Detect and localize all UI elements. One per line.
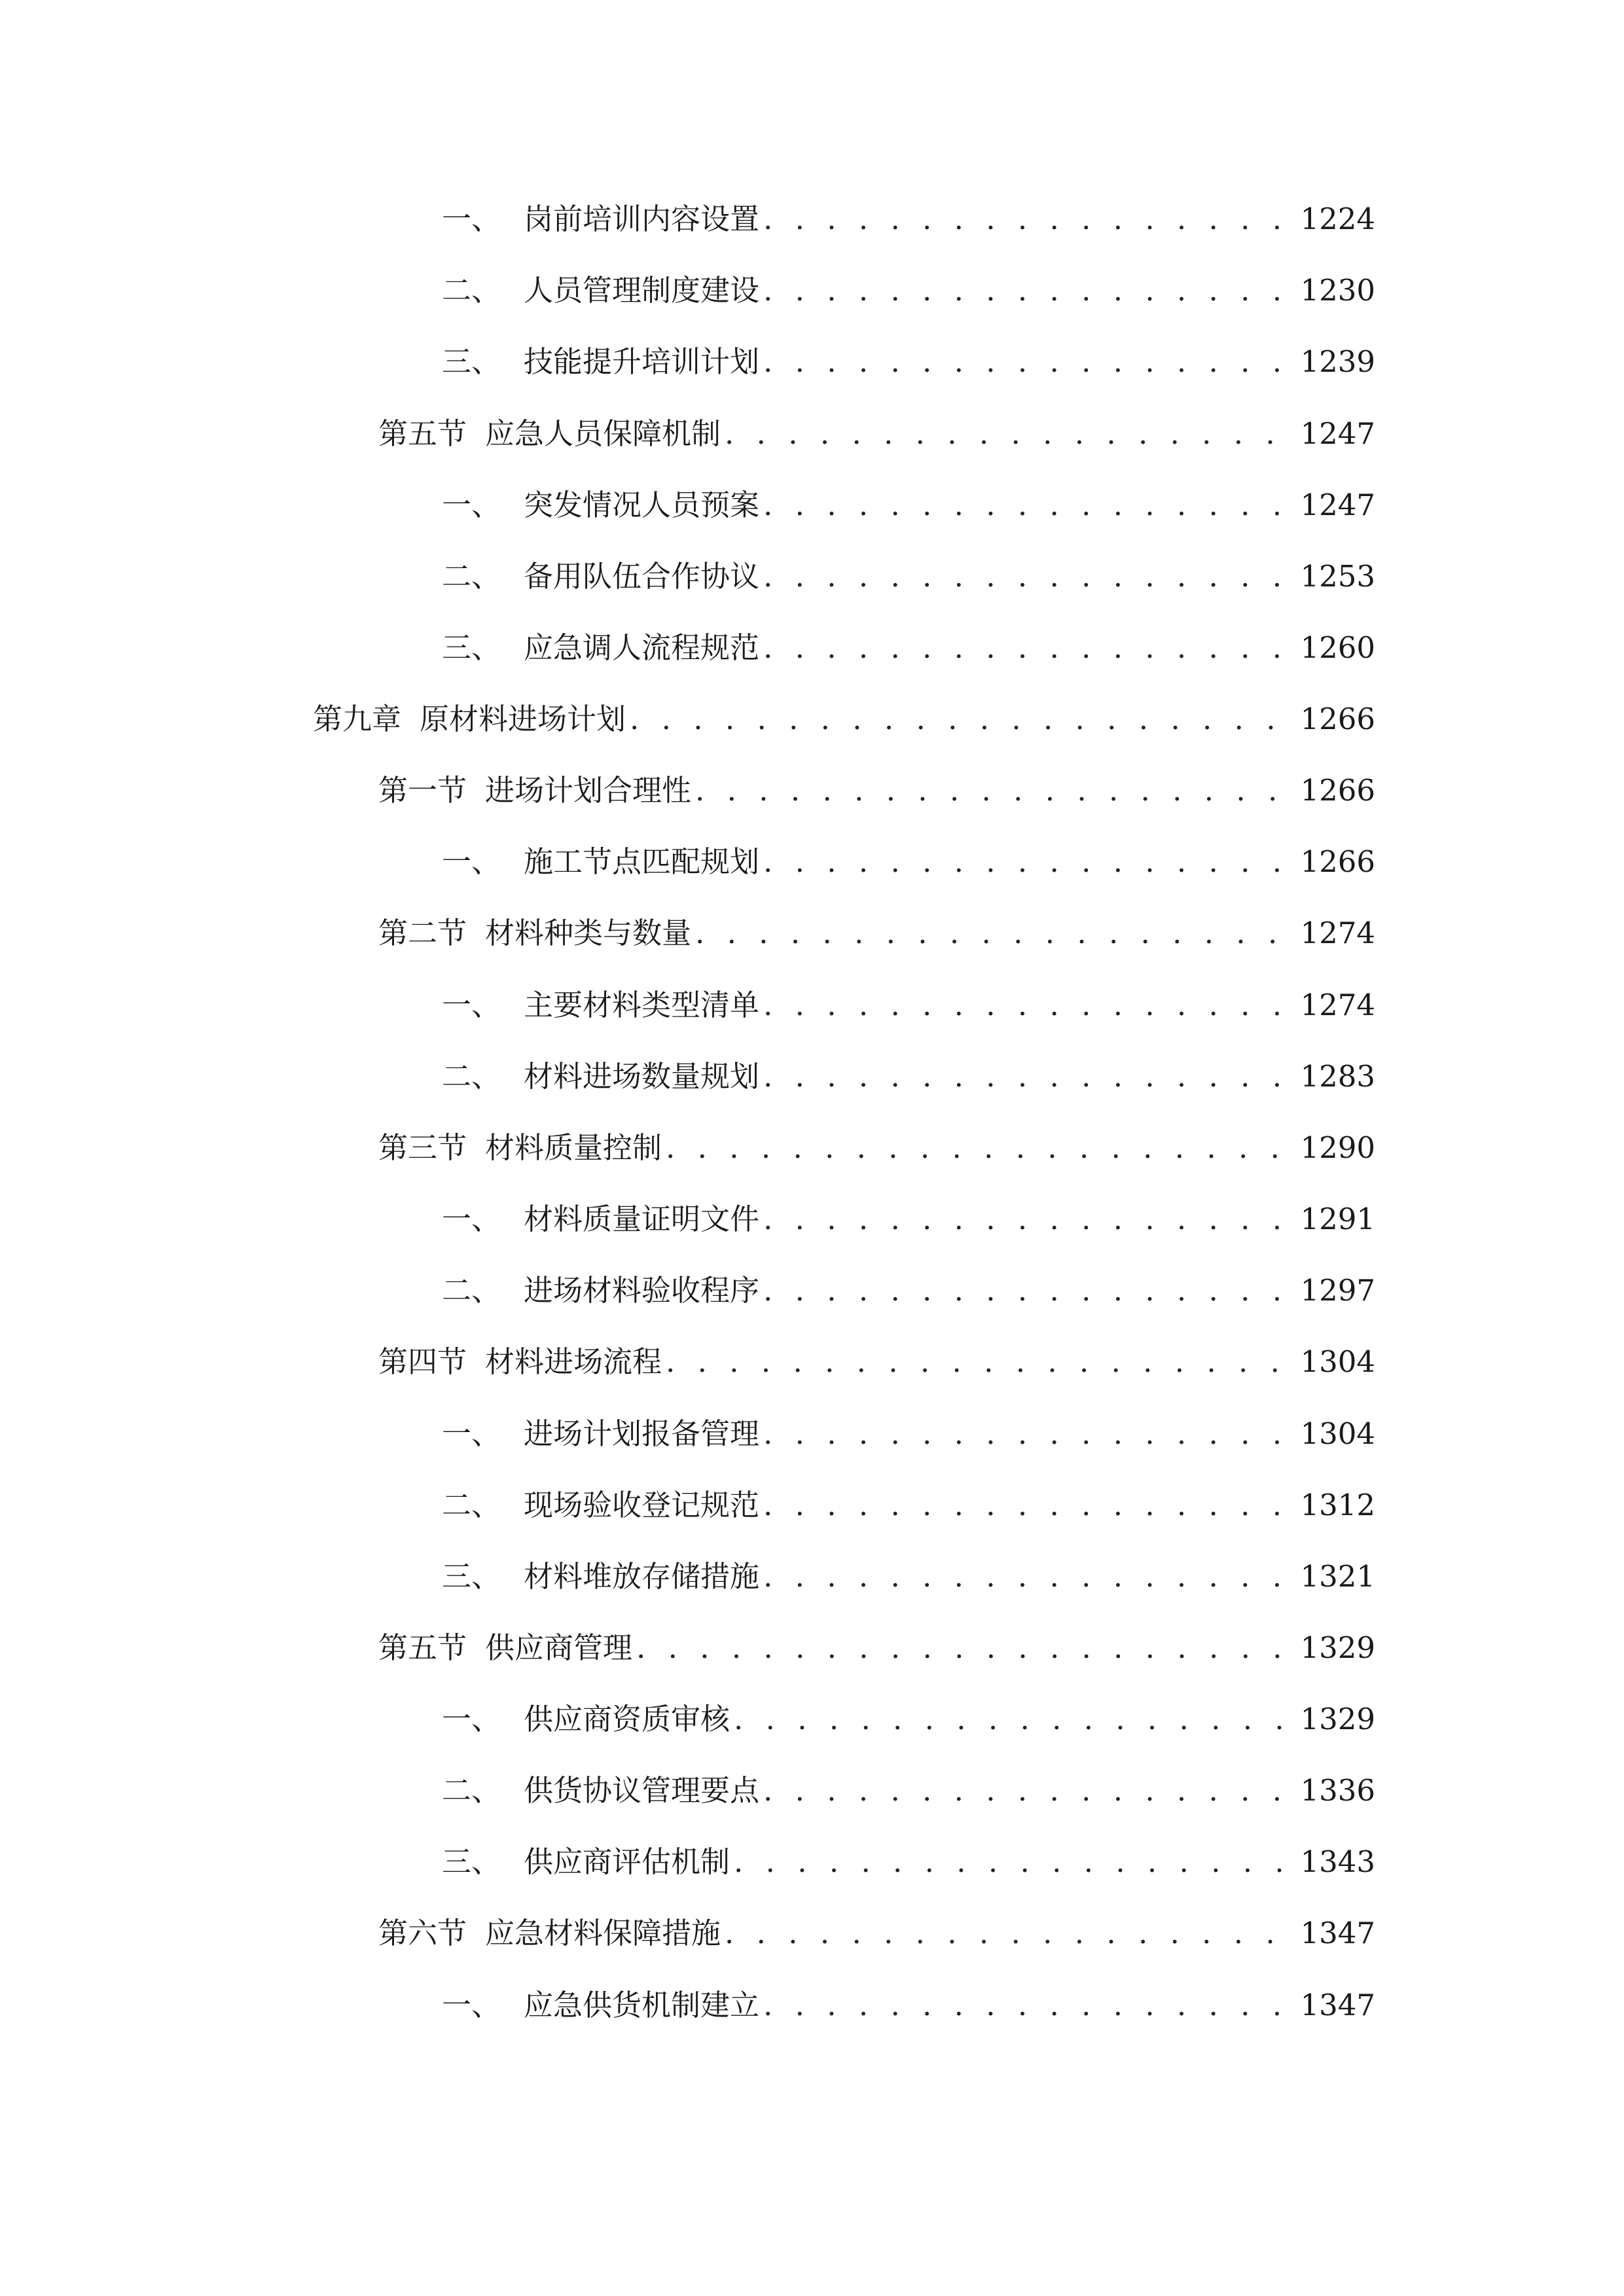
toc-entry-title: 进场计划合理性	[485, 773, 692, 808]
toc-entry-title: 原材料进场计划	[420, 702, 626, 736]
toc-entry-number: 二、	[442, 273, 501, 308]
toc-entry-number: 第六节	[378, 1916, 467, 1950]
toc-section-entry[interactable]	[378, 1124, 1375, 1172]
dot-leader	[725, 410, 1295, 457]
toc-entry-number: 一、	[442, 844, 501, 879]
toc-entry-page: 1247	[1300, 416, 1375, 451]
toc-entry-page: 1291	[1300, 1202, 1375, 1236]
toc-entry-title: 材料种类与数量	[485, 916, 692, 950]
toc-entry-title: 突发情况人员预案	[524, 488, 760, 522]
toc-entry-page: 1230	[1300, 273, 1375, 308]
dot-leader	[630, 696, 1295, 743]
dot-leader	[666, 1124, 1295, 1172]
toc-entry-number: 一、	[442, 988, 501, 1022]
toc-entry[interactable]	[442, 838, 1375, 886]
toc-entry-page: 1297	[1300, 1273, 1375, 1308]
dot-leader	[763, 1053, 1295, 1100]
toc-entry-page: 1343	[1300, 1844, 1375, 1879]
toc-entry-title: 应急供货机制建立	[524, 1988, 760, 2022]
toc-entry-page: 1304	[1300, 1344, 1375, 1379]
toc-entry-page: 1347	[1300, 1988, 1375, 2022]
toc-entry-page: 1260	[1300, 630, 1375, 665]
toc-entry[interactable]	[442, 338, 1375, 386]
dot-leader	[763, 267, 1295, 314]
toc-entry-page: 1336	[1300, 1773, 1375, 1808]
toc-chapter-entry[interactable]	[313, 696, 1375, 743]
toc-entry[interactable]	[442, 1196, 1375, 1243]
toc-entry-number: 三、	[442, 344, 501, 379]
toc-entry-page: 1347	[1300, 1916, 1375, 1950]
toc-entry-number: 第二节	[378, 916, 467, 950]
toc-entry[interactable]	[442, 1982, 1375, 2029]
toc-entry[interactable]	[442, 482, 1375, 529]
toc-entry-title: 供应商管理	[485, 1630, 633, 1665]
toc-entry-number: 第九章	[313, 702, 402, 736]
toc-entry[interactable]	[442, 1410, 1375, 1458]
toc-entry-page: 1283	[1300, 1059, 1375, 1094]
dot-leader	[666, 1338, 1295, 1386]
toc-entry-page: 1274	[1300, 916, 1375, 950]
toc-entry[interactable]	[442, 196, 1375, 243]
dot-leader	[763, 482, 1295, 529]
toc-entry-title: 供应商资质审核	[524, 1702, 731, 1736]
toc-section-entry[interactable]	[378, 910, 1375, 957]
toc-entry-number: 一、	[442, 488, 501, 522]
dot-leader	[763, 196, 1295, 243]
toc-entry-page: 1329	[1300, 1702, 1375, 1736]
toc-entry-title: 岗前培训内容设置	[524, 202, 760, 236]
toc-entry[interactable]	[442, 1839, 1375, 1886]
toc-entry-title: 供货协议管理要点	[524, 1773, 760, 1808]
dot-leader	[763, 1982, 1295, 2029]
dot-leader	[695, 910, 1295, 957]
toc-entry[interactable]	[442, 267, 1375, 314]
toc-entry-page: 1329	[1300, 1630, 1375, 1665]
dot-leader	[763, 1410, 1295, 1458]
toc-entry-number: 二、	[442, 1488, 501, 1522]
dot-leader	[763, 838, 1295, 886]
toc-entry-page: 1321	[1300, 1559, 1375, 1594]
toc-entry[interactable]	[442, 1696, 1375, 1743]
dot-leader	[763, 624, 1295, 672]
toc-entry-page: 1239	[1300, 344, 1375, 379]
toc-entry-number: 二、	[442, 1273, 501, 1308]
toc-entry[interactable]	[442, 624, 1375, 672]
toc-entry-page: 1304	[1300, 1416, 1375, 1451]
toc-entry-title: 应急调人流程规范	[524, 630, 760, 665]
dot-leader	[763, 1267, 1295, 1314]
toc-entry[interactable]	[442, 1482, 1375, 1529]
toc-entry-page: 1266	[1300, 702, 1375, 736]
toc-entry-number: 二、	[442, 1773, 501, 1808]
toc-entry-page: 1290	[1300, 1130, 1375, 1165]
toc-entry-title: 材料堆放存储措施	[524, 1559, 760, 1594]
toc-entry-title: 现场验收登记规范	[524, 1488, 760, 1522]
toc-entry[interactable]	[442, 1267, 1375, 1314]
dot-leader	[763, 338, 1295, 386]
toc-entry[interactable]	[442, 982, 1375, 1029]
toc-entry[interactable]	[442, 1767, 1375, 1814]
dot-leader	[734, 1696, 1295, 1743]
toc-entry-number: 二、	[442, 1059, 501, 1094]
toc-entry-page: 1253	[1300, 559, 1375, 594]
toc-entry-title: 施工节点匹配规划	[524, 844, 760, 879]
toc-entry-number: 第五节	[378, 1630, 467, 1665]
dot-leader	[636, 1624, 1295, 1672]
dot-leader	[763, 1553, 1295, 1600]
toc-entry-page: 1266	[1300, 844, 1375, 879]
toc-entry-number: 第五节	[378, 416, 467, 451]
toc-entry-page: 1312	[1300, 1488, 1375, 1522]
toc-entry-number: 第三节	[378, 1130, 467, 1165]
toc-entry-number: 一、	[442, 1202, 501, 1236]
dot-leader	[763, 1767, 1295, 1814]
toc-entry-title: 人员管理制度建设	[524, 273, 760, 308]
dot-leader	[725, 1910, 1295, 1957]
toc-entry-title: 材料质量控制	[485, 1130, 662, 1165]
toc-entry-number: 第四节	[378, 1344, 467, 1379]
toc-entry-page: 1266	[1300, 773, 1375, 808]
dot-leader	[763, 553, 1295, 600]
toc-entry-number: 第一节	[378, 773, 467, 808]
dot-leader	[763, 1196, 1295, 1243]
toc-entry-title: 应急材料保障措施	[485, 1916, 721, 1950]
toc-entry[interactable]	[442, 1553, 1375, 1600]
toc-entry-title: 材料进场流程	[485, 1344, 662, 1379]
toc-entry-page: 1247	[1300, 488, 1375, 522]
toc-entry-number: 一、	[442, 1988, 501, 2022]
toc-entry-title: 材料质量证明文件	[524, 1202, 760, 1236]
toc-entry-title: 材料进场数量规划	[524, 1059, 760, 1094]
toc-entry-page: 1224	[1300, 202, 1375, 236]
toc-entry-title: 技能提升培训计划	[524, 344, 760, 379]
dot-leader	[734, 1839, 1295, 1886]
toc-entry[interactable]	[442, 553, 1375, 600]
toc-entry-title: 应急人员保障机制	[485, 416, 721, 451]
toc-section-entry[interactable]	[378, 410, 1375, 457]
toc-entry-number: 三、	[442, 1844, 501, 1879]
toc-entry-title: 备用队伍合作协议	[524, 559, 760, 594]
toc-section-entry[interactable]	[378, 1910, 1375, 1957]
toc-entry-number: 一、	[442, 1702, 501, 1736]
toc-entry-title: 进场计划报备管理	[524, 1416, 760, 1451]
toc-entry-title: 主要材料类型清单	[524, 988, 760, 1022]
toc-entry-number: 一、	[442, 1416, 501, 1451]
toc-entry-title: 进场材料验收程序	[524, 1273, 760, 1308]
toc-section-entry[interactable]	[378, 1338, 1375, 1386]
toc-entry-title: 供应商评估机制	[524, 1844, 731, 1879]
dot-leader	[695, 767, 1295, 814]
toc-section-entry[interactable]	[378, 1624, 1375, 1672]
toc-entry-number: 三、	[442, 1559, 501, 1594]
toc-entry-number: 一、	[442, 202, 501, 236]
toc-entry-page: 1274	[1300, 988, 1375, 1022]
dot-leader	[763, 982, 1295, 1029]
toc-section-entry[interactable]	[378, 767, 1375, 814]
toc-entry-number: 二、	[442, 559, 501, 594]
toc-entry-number: 三、	[442, 630, 501, 665]
toc-entry[interactable]	[442, 1053, 1375, 1100]
dot-leader	[763, 1482, 1295, 1529]
